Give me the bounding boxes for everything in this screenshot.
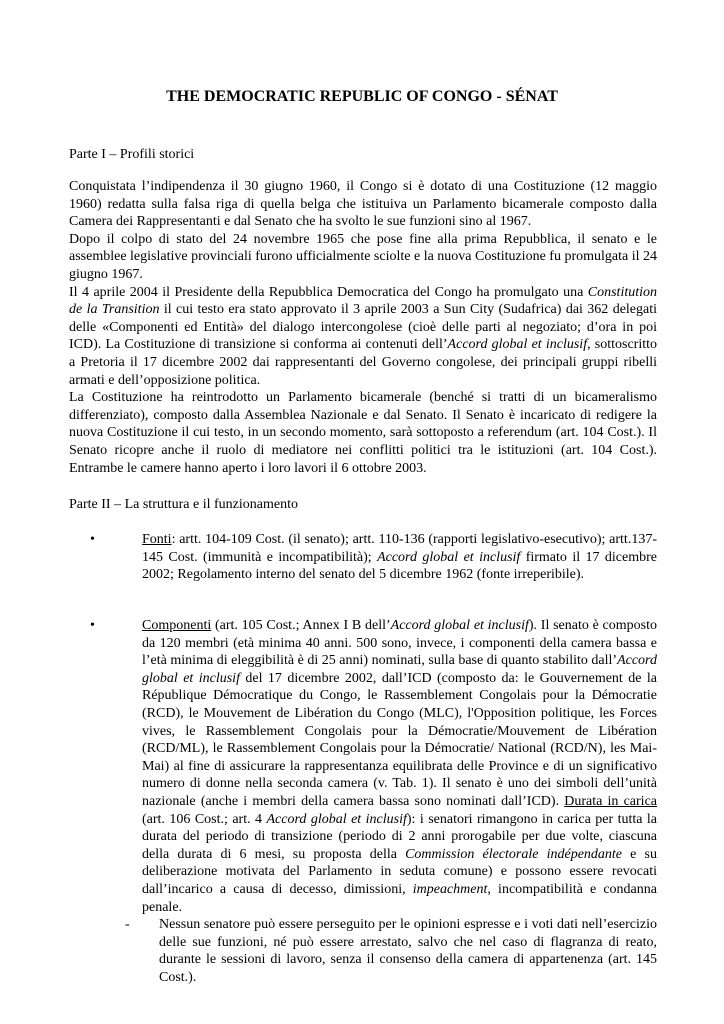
list-item-fonti — [69, 531, 657, 584]
text-run: : artt. 104-109 Cost. (il senato); artt. 110-136 (rapporti legislativo-esecutivo); artt.137-145 Cost. (immunità e incompatibilità); — [142, 532, 657, 565]
text-run: (art. 105 Cost.; Annex I B dell’ — [211, 618, 391, 633]
bullet-icon: • — [90, 532, 95, 547]
list-item-componenti — [69, 617, 657, 986]
part1-heading: Parte I – Profili storici — [69, 147, 195, 162]
paragraph-independence: Conquistata l’indipendenza il 30 giugno 1960, il Congo si è dotato di una Costituzione (12 maggio 1960) redatta sulla falsa riga di quella belga che istituiva un Parlamento bicamerale composto dalla Camera dei Rappresentanti e dal Senato che ha svolto le sue funzioni sino al 1967. — [69, 179, 657, 230]
italic-text: Accord global et inclusif — [142, 653, 657, 686]
italic-text: Accord global et inclusif — [390, 618, 529, 633]
componenti-label: Componenti — [142, 618, 212, 633]
italic-text: Constitution de la Transition — [69, 284, 657, 318]
durata-label: Durata in carica — [564, 793, 657, 809]
bullet-icon: • — [90, 618, 95, 633]
document-title: THE DEMOCRATIC REPUBLIC OF CONGO - SÉNAT — [166, 88, 558, 105]
fonti-list — [69, 531, 657, 584]
text-run: e su deliberazione motivata del Parlamento in seduta comune) e possono essere revocati dall’incarico a causa di decesso, dimissioni, — [142, 846, 657, 897]
paragraph-bicameral: La Costituzione ha reintrodotto un Parlamento bicamerale (benché si tratti di un bicameralismo differenziato), composto dalla Assemblea Nazionale e dal Senato. Il Senato è incaricato di redigere la nuova Costituzione il cui testo, in un secondo momento, sarà sottoposto a referendum (art. 104 Cost.). Il Senato ricopre anche il ruolo di mediatore nei conflitti politici tra le istituzioni (art. 104 Cost.). Entrambe le camere hanno aperto i loro lavori il 6 ottobre 2003. — [69, 390, 657, 476]
part2-heading: Parte II – La struttura e il funzionamento — [69, 497, 298, 512]
italic-text: Accord global et inclusif — [377, 549, 521, 565]
text-run: (art. 106 Cost.; art. 4 — [142, 811, 267, 827]
part1-body — [69, 178, 657, 477]
text-run: Il 4 aprile 2004 il Presidente della Repubblica Democratica del Congo ha promulgato una — [69, 284, 588, 300]
componenti-list — [69, 617, 657, 986]
text-run: firmato il 17 dicembre 2002; Regolamento interno del senato del 5 dicembre 1962 (fonte irreperibile). — [142, 549, 657, 583]
text-run: Nessun senatore può essere perseguito per le opinioni espresse e i voti dati nell’esercizio delle sue funzioni, né può essere arrestato, salvo che nel caso di flagranza di reato, durante le sessioni di lavoro, senza il consenso della camera di appartenenza (art. 145 Cost.). — [159, 917, 657, 985]
sub-list — [125, 916, 657, 986]
dash-icon: - — [125, 917, 130, 933]
paragraph-transition-constitution — [69, 284, 657, 390]
sub-list-item-immunity — [125, 916, 657, 986]
italic-text: Accord global et inclusif — [447, 337, 588, 353]
italic-text: impeachment — [412, 881, 488, 897]
text-run: , incompatibilità e condanna penale. — [142, 881, 657, 915]
fonti-label: Fonti — [142, 532, 172, 547]
italic-text: Accord global et inclusif — [266, 811, 407, 827]
text-run: ): i senatori rimangono in carica per tutta la durata del periodo di transizione (periodo di 2 anni prorogabile per due volte, ciascuna della durata di 6 mesi, su proposta della — [142, 811, 658, 862]
paragraph-coup: Dopo il colpo di stato del 24 novembre 1965 che pose fine alla prima Repubblica, il senato e le assemblee legislative provinciali furono ufficialmente sciolte e la nuova Costituzione fu promulgata il 24 giugno 1967. — [69, 231, 657, 282]
italic-text: Commission électorale indépendante — [405, 846, 623, 862]
text-run: , sottoscritto a Pretoria il 17 dicembre 2002 dai rappresentanti del Governo congolese, dei principali gruppi ribelli armati e dell’opposizione politica. — [69, 337, 657, 388]
text-run: del 17 dicembre 2002, dall’ICD (composto da: le Gouvernement de la République Démocratique du Congo, le Rassemblement Congolais pour la Démocratie (RCD), le Mouvement de Libération du Congo (MLC), l'Opposition politique, les Forces vives, le Rassemblement Congolais pour la Démocratie/Mouvement de Libération (RCD/ML), le Rassemblement Congolais pour la Démocratie/ National (RCD/N), les Mai-Mai) al fine di assicurare la rappresentanza equilibrata delle Province e di un significativo numero di donne nella seconda camera (v. Tab. 1). Il senato è uno dei simboli dell’unità nazionale (anche i membri della camera bassa sono nominati dall’ICD). — [142, 670, 657, 809]
text-run: ). Il senato è composto da 120 membri (età minima 40 anni. 500 sono, invece, i componenti della camera bassa e l’età minima di eleggibilità è di 25 anni) nominati, sulla base di quanto stabilito dall’ — [142, 618, 657, 669]
text-run: il cui testo era stato approvato il 3 aprile 2003 a Sun City (Sudafrica) dai 362 delegati delle «Componenti ed Entità» del dialogo intercongolese (cioè delle parti al negoziato; d’ora in poi ICD). La Costituzione di transizione si conforma ai contenuti dell’ — [69, 302, 658, 353]
